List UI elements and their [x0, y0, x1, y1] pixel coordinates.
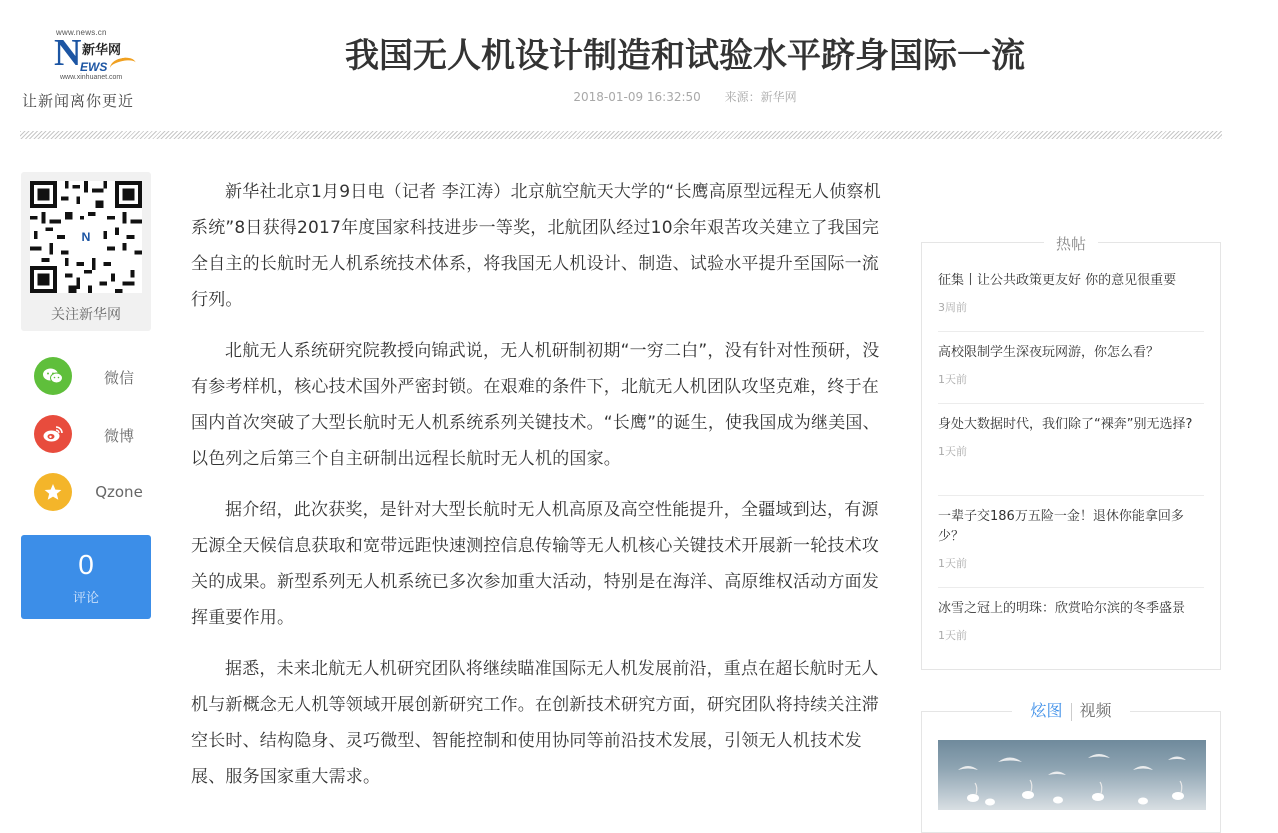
- qr-caption: 关注新华网: [51, 307, 121, 323]
- tab-photos[interactable]: 炫图: [1030, 701, 1063, 720]
- hot-posts-title-text: 热帖: [1044, 235, 1098, 253]
- header-divider: [20, 131, 1222, 139]
- weibo-icon: [34, 415, 72, 453]
- hot-post-item[interactable]: [938, 415, 1204, 496]
- share-wechat-button[interactable]: [34, 357, 154, 397]
- hot-post-time: 3周前: [938, 301, 967, 314]
- hot-post-title[interactable]: 高校限制学生深夜玩网游，你怎么看？: [938, 345, 1160, 360]
- article-body: [191, 174, 881, 810]
- comment-count: 0: [78, 549, 94, 580]
- logo-ews: EWS: [80, 60, 108, 74]
- page-title: 我国无人机设计制造和试验水平跻身国际一流: [345, 36, 1025, 76]
- hot-post-title[interactable]: 身处大数据时代，我们除了“裸奔”别无选择?: [938, 417, 1193, 432]
- article-paragraph: 北航无人系统研究院教授向锦武说，无人机研制初期“一穷二白”，没有针对性预研，没有参考样机，核心技术国外严密封锁。在艰难的条件下，北航无人机团队攻坚克难，终于在国内首次突破了大型长航时无人机系统系列关键技术。“长鹰”的诞生，使我国成为继美国、以色列之后第三个自主研制出远程长航时无人机的国家。: [191, 341, 880, 469]
- qzone-icon: [34, 473, 72, 511]
- featured-photo[interactable]: [938, 740, 1206, 810]
- comment-button[interactable]: [21, 535, 151, 619]
- hot-post-title[interactable]: 征集丨让公共政策更友好 你的意见很重要: [938, 273, 1177, 288]
- qr-code-panel: [21, 172, 151, 331]
- article-paragraph: 据悉，未来北航无人机研究团队将继续瞄准国际无人机发展前沿，重点在超长航时无人机与新概念无人机等领域开展创新研究工作。在创新技术研究方面，研究团队将持续关注滞空长时、结构隐身、灵巧微型、智能控制和使用协同等前沿技术发展，引领无人机技术发展、服务国家重大需求。: [191, 659, 879, 787]
- share-weibo-button[interactable]: [34, 415, 154, 455]
- logo-url-bottom: www.xinhuanet.com: [60, 74, 123, 81]
- site-logo[interactable]: [22, 28, 162, 116]
- hot-posts-panel: [921, 235, 1221, 670]
- share-wechat-label: 微信: [103, 369, 134, 387]
- comment-label: 评论: [72, 591, 99, 606]
- hot-post-item[interactable]: [938, 599, 1204, 651]
- tab-videos[interactable]: 视频: [1079, 701, 1112, 720]
- share-weibo-label: 微博: [103, 427, 134, 445]
- hot-post-item[interactable]: [938, 507, 1204, 588]
- hot-post-title[interactable]: 一辈子交186万五险一金！退休你能拿回多少？: [938, 509, 1184, 544]
- media-tabs: [922, 698, 1220, 721]
- article-meta: [200, 88, 1170, 105]
- hot-post-item[interactable]: [938, 343, 1204, 404]
- article-paragraph: 新华社北京1月9日电（记者 李江涛）北京航空航天大学的“长鹰高原型远程无人侦察机系统”8日获得2017年度国家科技进步一等奖，北航团队经过10余年艰苦攻关建立了我国完全自主的长航时无人机系统技术体系，将我国无人机设计、制造、试验水平提升至国际一流行列。: [191, 182, 881, 310]
- logo-swoosh-icon: [109, 55, 138, 75]
- hot-post-time: 1天前: [938, 445, 967, 458]
- svg-text:N: N: [81, 229, 91, 244]
- hot-posts-title: [922, 233, 1220, 254]
- share-qzone-button[interactable]: [34, 473, 154, 513]
- article-source: 来源：新华网: [724, 90, 797, 104]
- article-paragraph: 据介绍，此次获奖，是针对大型长航时无人机高原及高空性能提升，全疆域到达，有源无源全天候信息获取和宽带远距快速测控信息传输等无人机核心关键技术开展新一轮技术攻关的成果。新型系列无人机系统已多次参加重大活动，特别是在海洋、高原维权活动方面发挥重要作用。: [191, 500, 879, 628]
- logo-slogan: 让新闻离你更近: [22, 92, 135, 110]
- logo-n-letter: N: [54, 32, 82, 74]
- hot-post-time: 1天前: [938, 373, 967, 386]
- hot-post-time: 1天前: [938, 557, 967, 570]
- qr-code-icon: [30, 181, 142, 293]
- logo-name: 新华网: [82, 43, 122, 58]
- publish-date: 2018-01-09 16:32:50: [573, 90, 701, 104]
- hot-post-item[interactable]: [938, 271, 1204, 332]
- share-qzone-label: Qzone: [95, 483, 143, 501]
- hot-post-time: 1天前: [938, 629, 967, 642]
- media-panel: [921, 701, 1221, 833]
- hot-post-title[interactable]: 冰雪之冠上的明珠：欣赏哈尔滨的冬季盛景: [938, 601, 1186, 616]
- logo-url-top: www.news.cn: [56, 28, 107, 37]
- wechat-icon: [34, 357, 72, 395]
